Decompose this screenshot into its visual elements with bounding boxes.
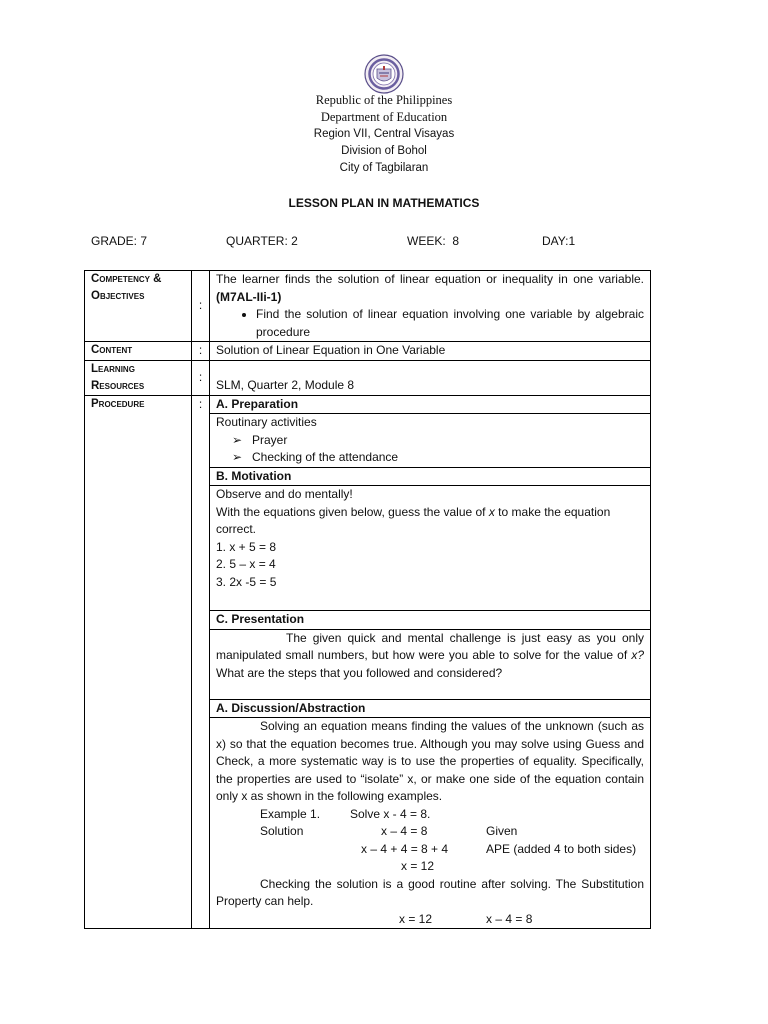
solution-step3: x = 12	[401, 859, 435, 873]
day-label: DAY:1	[542, 234, 576, 248]
competency-colon: :	[192, 271, 210, 342]
content-colon: :	[192, 342, 210, 361]
solution-step1: Solution x – 4 = 8 Given	[260, 824, 518, 838]
header-department: Department of Education	[320, 110, 448, 124]
lesson-plan-table	[84, 270, 651, 929]
header-republic: Republic of the Philippines	[315, 93, 453, 107]
arrow-bullet-icon: ➢	[232, 432, 243, 447]
content-label: Content	[85, 342, 192, 361]
content-text: Solution of Linear Equation in One Variable	[210, 342, 651, 361]
motivation-eq3: 3. 2x -5 = 5	[216, 574, 277, 589]
procedure-colon: :	[192, 395, 210, 414]
preparation-intro: Routinary activities	[216, 415, 317, 429]
discussion-para1: Solving an equation means finding the values of the unknown (such as x) so that the equation becomes true. Although you may solve using Guess and Check, a more systematic way is to use the properties of equality. Specifically, the properties are used to “isolate” x, or make one side of the equation contain only x as shown in the following examples.	[216, 719, 644, 803]
arrow-bullet-icon: ➢	[232, 450, 243, 464]
procedure-row	[85, 395, 651, 414]
header-region: Region VII, Central Visayas	[313, 128, 455, 140]
motivation-eq2: 2. 5 – x = 4	[216, 557, 276, 571]
solution-step2: x – 4 + 4 = 8 + 4 APE (added 4 to both sides)	[361, 841, 637, 856]
preparation-heading: A. Preparation	[210, 395, 651, 414]
quarter-label: QUARTER: 2	[226, 234, 298, 248]
deped-seal-icon	[364, 54, 404, 94]
preparation-item-prayer: ➢ Prayer	[216, 432, 644, 450]
resources-colon: :	[192, 360, 210, 395]
motivation-line1: Observe and do mentally!	[216, 487, 353, 501]
resources-row	[85, 360, 651, 395]
competency-code: (M7AL-IIi-1)	[216, 289, 282, 304]
competency-label: Competency & Objectives	[85, 271, 192, 342]
header-city: City of Tagbilaran	[339, 162, 429, 174]
motivation-body	[210, 486, 651, 611]
check-row: x = 12 x – 4 = 8	[399, 911, 533, 926]
resources-label: Learning Resources	[85, 360, 192, 395]
example-row: Example 1. Solve x - 4 = 8.	[260, 806, 431, 821]
page-title: LESSON PLAN IN MATHEMATICS	[288, 196, 480, 210]
motivation-line2: With the equations given below, guess the value of x to make the equation correct.	[216, 504, 611, 536]
motivation-heading: B. Motivation	[210, 467, 651, 486]
objective-item: • Find the solution of linear equation involving one variable by algebraic procedure	[256, 306, 644, 341]
discussion-para2: Checking the solution is a good routine after solving. The Substitution Property can help.	[216, 876, 644, 908]
preparation-item-attendance: ➢ Checking of the attendance	[216, 449, 644, 467]
competency-cell	[210, 271, 651, 342]
discussion-heading: A. Discussion/Abstraction	[210, 699, 651, 718]
resources-text: SLM, Quarter 2, Module 8	[210, 360, 651, 395]
motivation-eq1: 1. x + 5 = 8	[216, 539, 277, 554]
grade-label: GRADE: 7	[91, 234, 148, 248]
competency-text: The learner finds the solution of linear equation or inequality in one variable.	[216, 272, 644, 286]
presentation-body: The given quick and mental challenge is just easy as you only manipulated small numbers, but how were you able to solve for the value of x? What are the steps that you followed and considered?	[210, 629, 651, 699]
objective-list	[216, 306, 644, 341]
discussion-body	[210, 718, 651, 929]
header-division: Division of Bohol	[341, 145, 427, 157]
competency-row	[85, 271, 651, 342]
presentation-heading: C. Presentation	[210, 611, 651, 630]
procedure-label: Procedure	[85, 395, 192, 414]
week-label: WEEK: 8	[407, 234, 460, 248]
content-row	[85, 342, 651, 361]
preparation-body	[210, 414, 651, 468]
